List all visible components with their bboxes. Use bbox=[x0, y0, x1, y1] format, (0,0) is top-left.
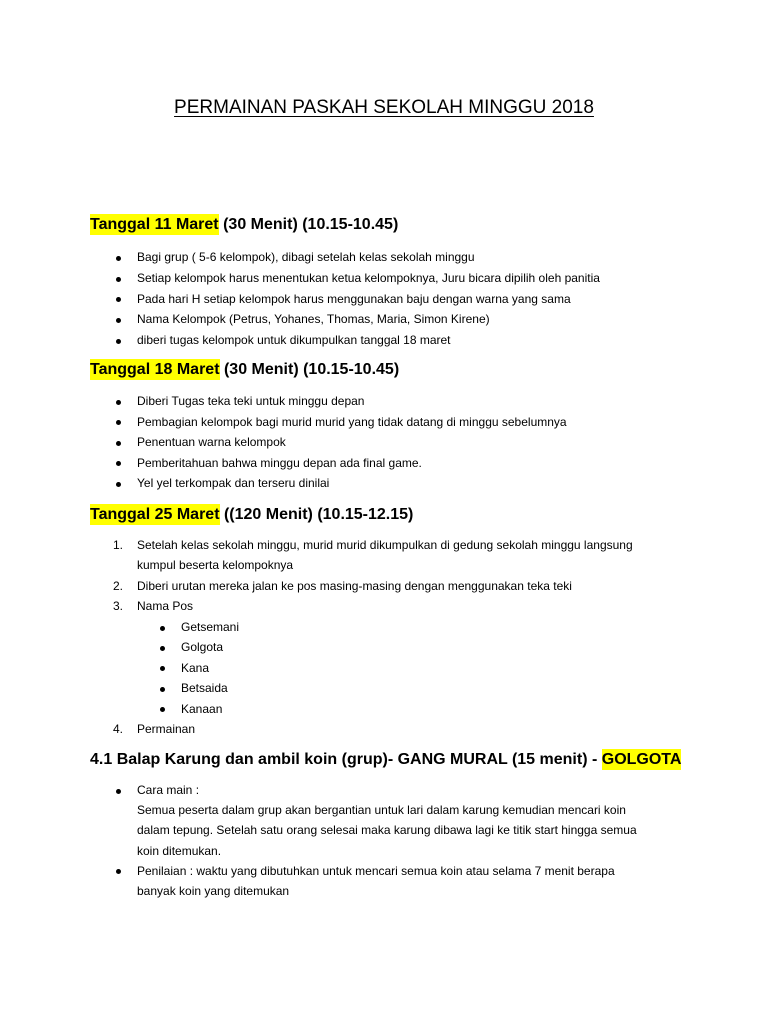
bullet-icon bbox=[116, 400, 121, 405]
item-text-line: Permainan bbox=[137, 722, 196, 737]
post-name: Getsemani bbox=[181, 619, 240, 634]
list-item bbox=[0, 330, 768, 351]
post-item bbox=[137, 699, 768, 719]
rule-text-line: dalam tepung. Setelah satu orang selesai maka karung dibawa lagi ke titik start hingga semua bbox=[137, 823, 637, 838]
list-item bbox=[0, 412, 768, 433]
item-number: 1. bbox=[113, 538, 124, 552]
list-item bbox=[0, 309, 768, 330]
location-highlight: GOLGOTA bbox=[601, 751, 682, 768]
bullet-icon bbox=[116, 339, 121, 344]
list-item-text: Nama Kelompok (Petrus, Yohanes, Thomas, Maria, Simon Kirene) bbox=[137, 312, 490, 327]
post-item bbox=[137, 658, 768, 678]
session-duration: ((120 Menit) (10.15-12.15) bbox=[223, 506, 414, 523]
list-item-text: Penentuan warna kelompok bbox=[137, 435, 286, 449]
post-item bbox=[137, 678, 768, 698]
list-item-text: Pemberitahuan bahwa minggu depan ada final game. bbox=[137, 455, 422, 470]
date-highlight: Tanggal 11 Maret bbox=[90, 216, 219, 233]
item-number: 3. bbox=[113, 599, 124, 614]
numbered-item bbox=[0, 596, 768, 719]
bullet-icon bbox=[160, 646, 165, 651]
list-item bbox=[0, 473, 768, 494]
list-item bbox=[0, 268, 768, 289]
date-highlight: Tanggal 25 Maret bbox=[90, 506, 220, 523]
list-item bbox=[0, 391, 768, 412]
scoring-label: Penilaian : waktu yang dibutuhkan untuk mencari semua koin atau selama 7 menit berapa bbox=[137, 863, 615, 878]
bullet-icon bbox=[160, 687, 165, 692]
item-text-line: Setelah kelas sekolah minggu, murid murid dikumpulkan di gedung sekolah minggu langsung bbox=[137, 538, 633, 552]
item-text-line: Diberi urutan mereka jalan ke pos masing-masing dengan menggunakan teka teki bbox=[137, 578, 572, 593]
list-item bbox=[0, 247, 768, 268]
bullet-icon bbox=[116, 420, 121, 425]
list-item-text: Setiap kelompok harus menentukan ketua kelompoknya, Juru bicara dipilih oleh panitia bbox=[137, 270, 600, 285]
march-11-bullet-list bbox=[0, 247, 768, 351]
bullet-icon bbox=[116, 869, 121, 874]
bullet-icon bbox=[116, 318, 121, 323]
section-heading-march-11 bbox=[90, 214, 398, 236]
post-name: Golgota bbox=[181, 640, 224, 655]
session-duration: (30 Menit) (10.15-10.45) bbox=[223, 216, 399, 233]
numbered-item bbox=[0, 719, 768, 739]
date-highlight: Tanggal 18 Maret bbox=[90, 361, 220, 378]
bullet-icon bbox=[160, 666, 165, 671]
list-item bbox=[0, 289, 768, 310]
item-number: 2. bbox=[113, 578, 124, 593]
item-text-line: Nama Pos bbox=[137, 599, 194, 614]
rule-text-line: Semua peserta dalam grup akan bergantian untuk lari dalam karung kemudian mencari koin bbox=[137, 803, 626, 818]
numbered-item bbox=[0, 576, 768, 596]
list-item bbox=[0, 432, 768, 453]
item-number: 4. bbox=[113, 722, 124, 737]
bullet-icon bbox=[116, 256, 121, 261]
numbered-item bbox=[0, 535, 768, 576]
list-item-text: Pada hari H setiap kelompok harus menggunakan baju dengan warna yang sama bbox=[137, 291, 571, 306]
list-item-text: Pembagian kelompok bagi murid murid yang tidak datang di minggu sebelumnya bbox=[137, 414, 567, 429]
list-item bbox=[0, 780, 768, 861]
bullet-icon bbox=[116, 277, 121, 282]
bullet-icon bbox=[116, 482, 121, 487]
scoring-text-line: banyak koin yang ditemukan bbox=[137, 884, 290, 899]
game-heading bbox=[90, 749, 681, 771]
list-item-text: Bagi grup ( 5-6 kelompok), dibagi setelah kelas sekolah minggu bbox=[137, 250, 475, 264]
session-duration: (30 Menit) (10.15-10.45) bbox=[223, 361, 400, 378]
list-item-text: Yel yel terkompak dan terseru dinilai bbox=[137, 476, 330, 490]
bullet-icon bbox=[116, 297, 121, 302]
section-heading-march-18 bbox=[90, 359, 399, 381]
bullet-icon bbox=[116, 441, 121, 446]
game-bullet-list bbox=[0, 780, 768, 901]
march-25-numbered-list bbox=[0, 535, 768, 740]
document-title: PERMAINAN PASKAH SEKOLAH MINGGU 2018 bbox=[174, 97, 594, 118]
bullet-icon bbox=[116, 789, 121, 794]
bullet-icon bbox=[160, 707, 165, 712]
bullet-icon bbox=[116, 461, 121, 466]
rule-label: Cara main : bbox=[137, 783, 200, 797]
list-item bbox=[0, 861, 768, 901]
section-heading-march-25 bbox=[90, 504, 413, 526]
list-item-text: diberi tugas kelompok untuk dikumpulkan tanggal 18 maret bbox=[137, 333, 451, 347]
post-name: Betsaida bbox=[181, 681, 228, 696]
post-item bbox=[137, 637, 768, 657]
post-name: Kana bbox=[181, 660, 210, 675]
march-18-bullet-list bbox=[0, 391, 768, 494]
game-title: 4.1 Balap Karung dan ambil koin (grup)- GANG MURAL (15 menit) - bbox=[90, 751, 598, 768]
post-name: Kanaan bbox=[181, 701, 223, 716]
list-item bbox=[0, 453, 768, 474]
rule-text-line: koin ditemukan. bbox=[137, 843, 222, 858]
item-text-line: kumpul beserta kelompoknya bbox=[137, 558, 294, 573]
post-item bbox=[137, 617, 768, 637]
bullet-icon bbox=[160, 626, 165, 631]
list-item-text: Diberi Tugas teka teki untuk minggu depan bbox=[137, 394, 365, 408]
